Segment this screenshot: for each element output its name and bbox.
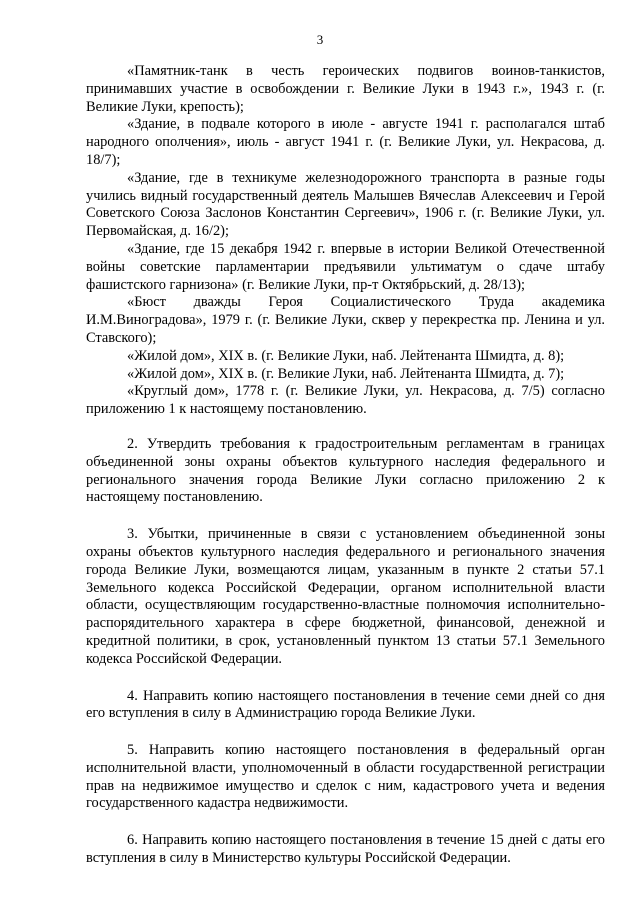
monument-item-4: «Здание, где 15 декабря 1942 г. впервые в истории Великой Отечественной войны советские парламентарии предъявили ультиматум о сдаче штабу фашистского гарнизона» (г. Великие Луки, пр-т Октябрьский, д. 28/13); [86, 240, 605, 293]
resolution-item-4: 4. Направить копию настоящего постановления в течение семи дней со дня его вступления в силу в Администрацию города Великие Луки. [86, 687, 605, 722]
monument-item-5: «Бюст дважды Героя Социалистического Труда академика И.М.Виноградова», 1979 г. (г. Великие Луки, сквер у перекрестка пр. Ленина и ул. Ставского); [86, 294, 605, 346]
monument-item-1: «Памятник-танк в честь героических подвигов воинов-танкистов, принимавших участие в освобождении г. Великие Луки в 1943 г.», 1943 г. (г. Великие Луки, крепость); [86, 63, 605, 115]
resolution-item-5: 5. Направить копию настоящего постановления в федеральный орган исполнительной власти, уполномоченный в области государственной регистрации прав на недвижимое имущество и сделок с ним, кадастрового учета и ведения государственного кадастра недвижимости. [86, 742, 605, 812]
monument-item-7: «Жилой дом», XIX в. (г. Великие Луки, наб. Лейтенанта Шмидта, д. 7); [127, 365, 565, 382]
resolution-item-3: 3. Убытки, причиненные в связи с установлением объединенной зоны охраны объектов культурного наследия федерального и регионального значения города Великие Луки, возмещаются лицам, указанным в пункте 2 статьи 57.1 Земельного кодекса Российской Федерации, органом исполнительной власти области, осуществляющим государственно-властные полномочия исполнительно-распорядительного характера в сфере бюджетной, финансовой, денежной и кредитной политики, в срок, установленный пунктом 13 статьи 57.1 Земельного кодекса Российской Федерации. [86, 526, 605, 667]
monument-item-2: «Здание, в подвале которого в июле - августе 1941 г. располагался штаб народного ополчения», июль - август 1941 г. (г. Великие Луки, ул. Некрасова, д. 18/7); [86, 116, 605, 168]
page-number: 3 [316, 32, 324, 47]
resolution-item-6: 6. Направить копию настоящего постановления в течение 15 дней с даты его вступления в силу в Министерство культуры Российской Федерации. [86, 832, 605, 867]
document-body [86, 63, 605, 868]
monument-item-6: «Жилой дом», XIX в. (г. Великие Луки, наб. Лейтенанта Шмидта, д. 8); [127, 347, 565, 364]
monument-item-8: «Круглый дом», 1778 г. (г. Великие Луки, ул. Некрасова, д. 7/5) согласно приложению 1 к настоящему постановлению. [86, 383, 605, 418]
resolution-item-2: 2. Утвердить требования к градостроительным регламентам в границах объединенной зоны охраны объектов культурного наследия федерального и регионального значения города Великие Луки согласно приложению 2 к настоящему постановлению. [86, 435, 605, 506]
monument-item-3: «Здание, где в техникуме железнодорожного транспорта в разные годы учились видный государственный деятель Малышев Вячеслав Алексеевич и Герой Советского Союза Заслонов Константин Сергеевич», 1906 г. (г. Великие Луки, ул. Первомайская, д. 16/2); [86, 169, 605, 240]
